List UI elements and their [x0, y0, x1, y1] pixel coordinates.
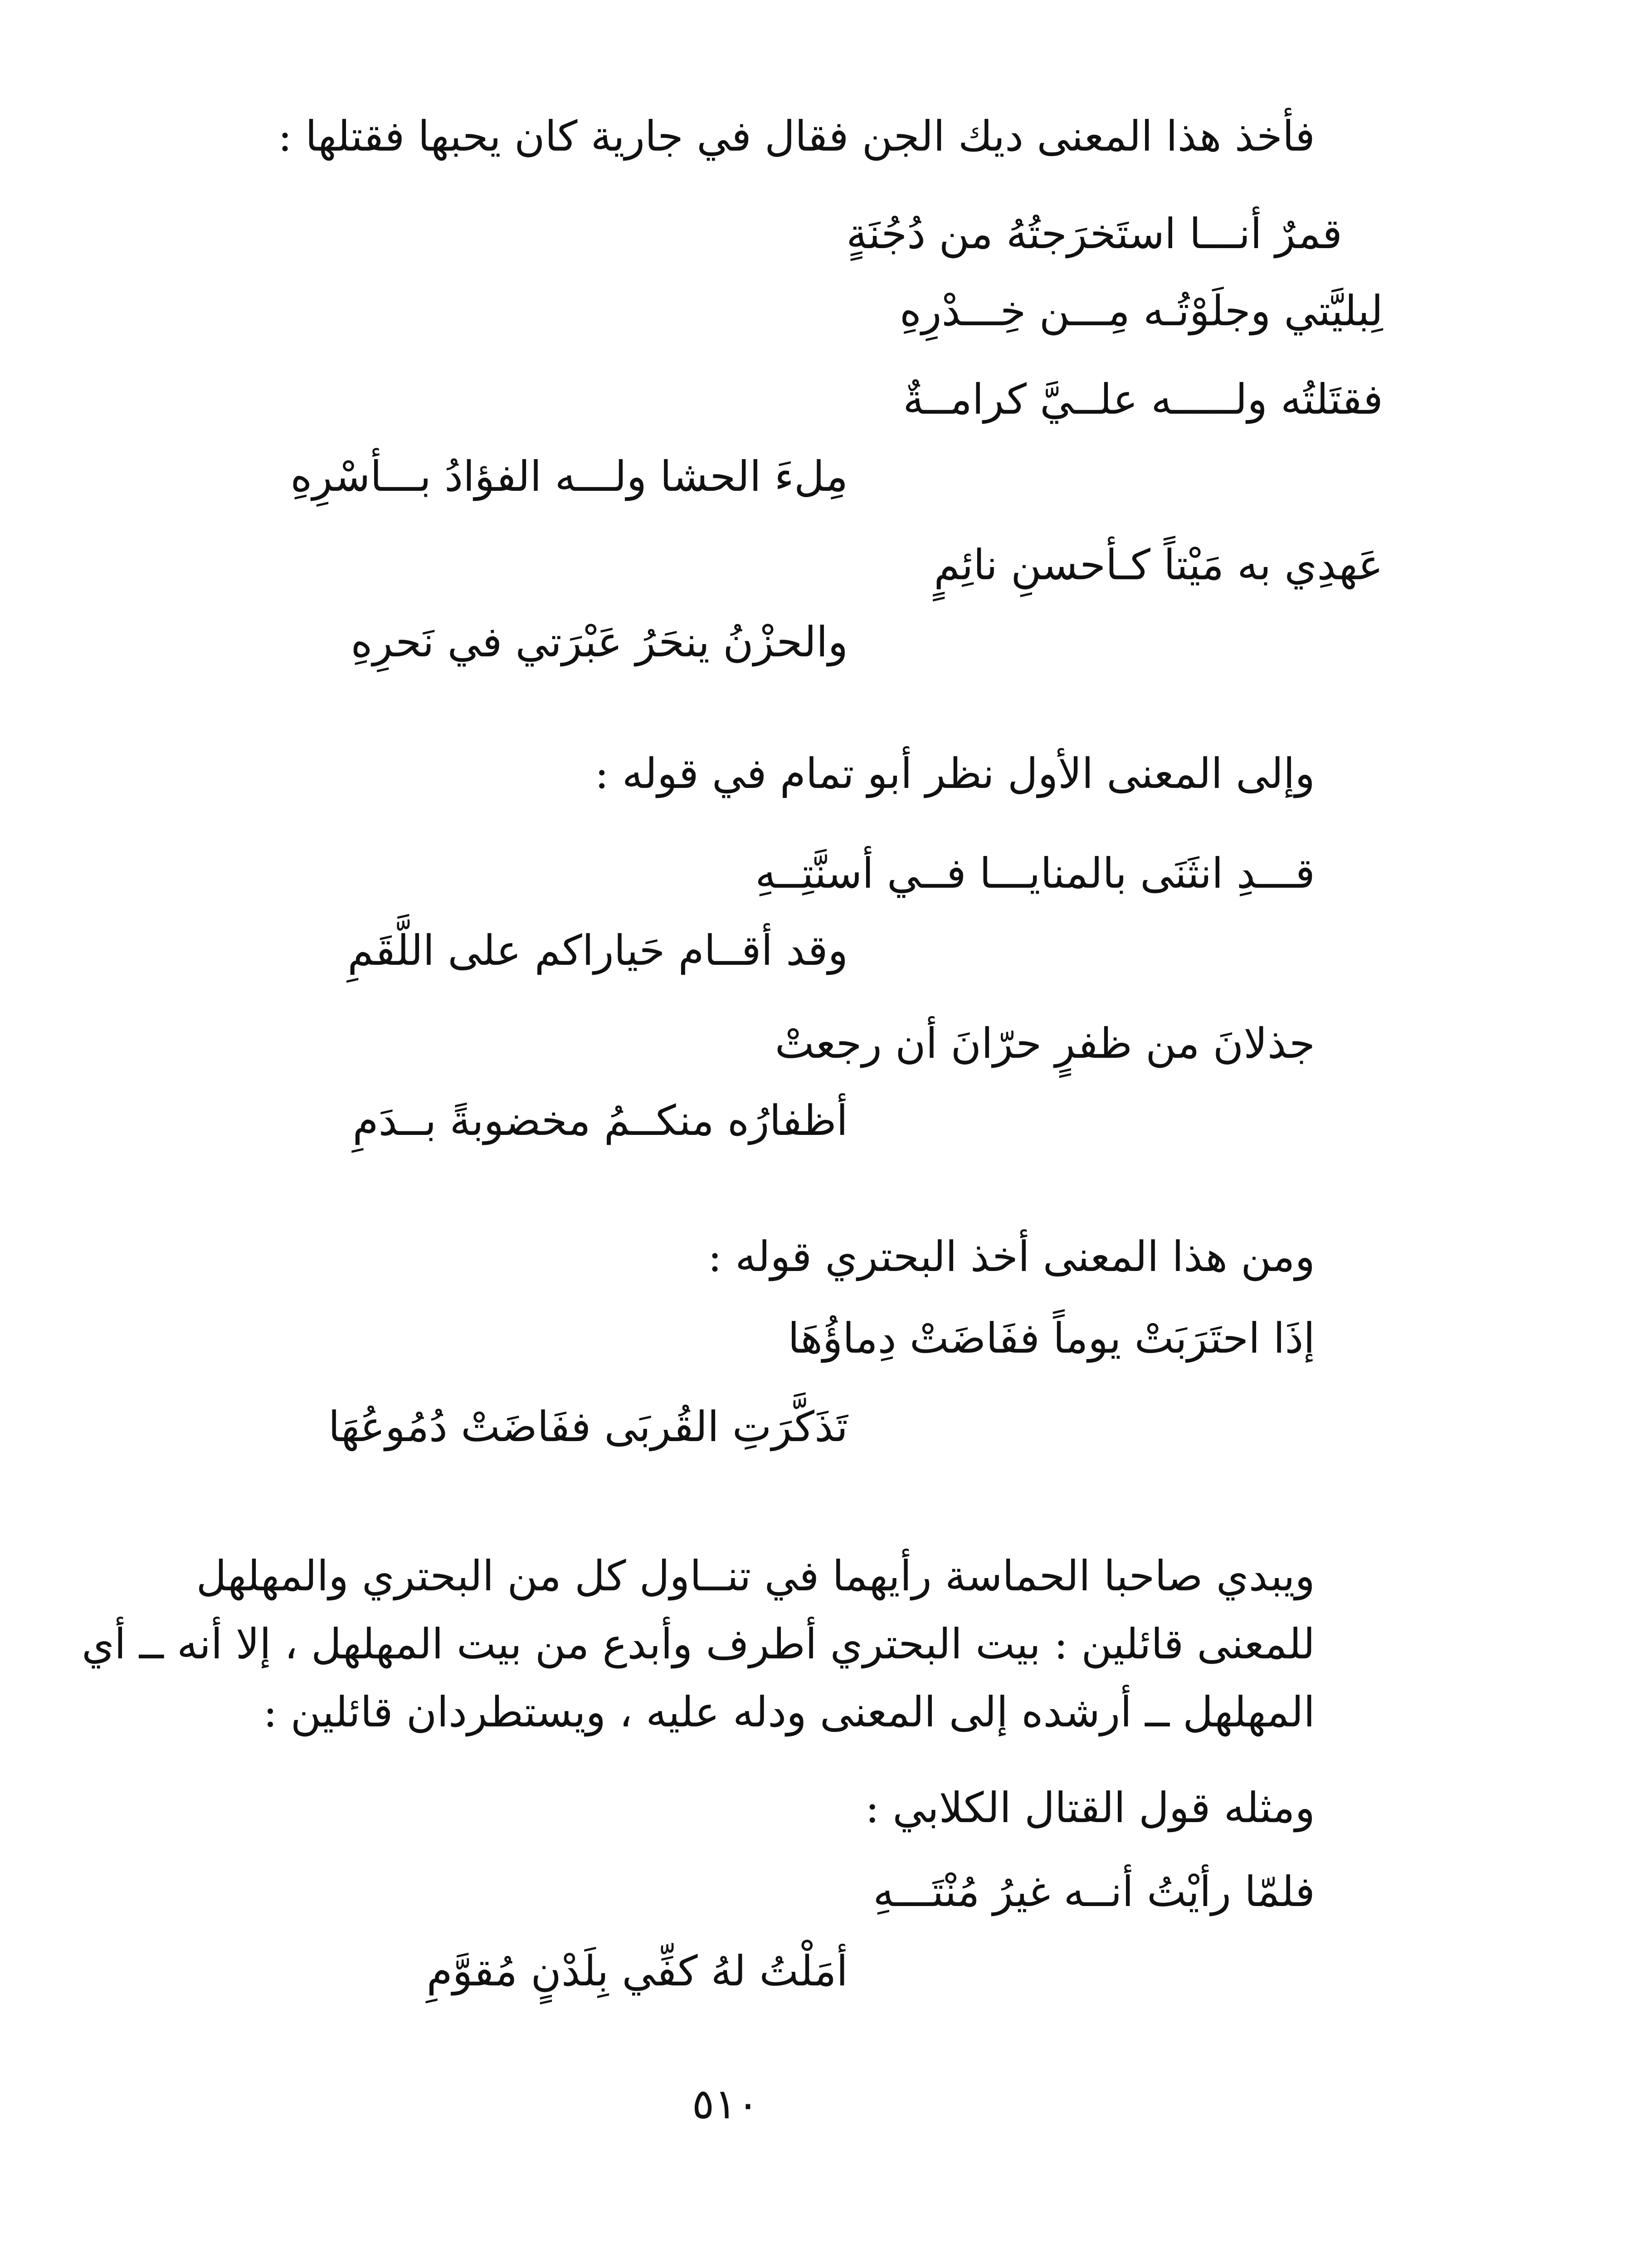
poem-4-hemistich-2: أمَلْتُ لهُ كفِّي بِلَدْنٍ مُقوَّمِ — [426, 1947, 848, 1995]
commentary-paragraph — [82, 1542, 1315, 1746]
poem-1-hemistich-6: والحزْنُ ينحَرُ عَبْرَتي في نَحرِهِ — [351, 618, 848, 666]
page-number: ٥١٠ — [692, 2080, 760, 2128]
poem-1-hemistich-1: قمرٌ أنـــا استَخرَجتُهُ من دُجُنَةٍ — [846, 210, 1342, 258]
poem-3-hemistich-1: إذَا احتَرَبَتْ يوماً ففَاضَتْ دِماؤُهَا — [788, 1314, 1315, 1363]
poem-1-hemistich-3: فقتَلتُه ولـــــه علــيَّ كرامــةٌ — [903, 375, 1383, 424]
intro-line-2: وإلى المعنى الأول نظر أبو تمام في قوله : — [594, 749, 1315, 798]
poem-1-hemistich-2: لِبليَّتي وجلَوْتُـه مِـــن خِـــدْرِهِ — [899, 287, 1383, 335]
poem-2-hemistich-3: جذلانَ من ظفرٍ حرّانَ أن رجعتْ — [775, 1019, 1315, 1068]
paragraph-line-2: للمعنى قائلين : بيت البحتري أطرف وأبدع من بيت المهلهل ، إلا أنه ــ أي — [82, 1620, 1315, 1668]
paragraph-line-3: المهلهل ــ أرشده إلى المعنى ودله عليه ، ويستطردان قائلين : — [263, 1688, 1315, 1736]
poem-3-hemistich-2: تَذَكَّرَتِ القُربَى ففَاضَتْ دُمُوعُهَا — [328, 1403, 848, 1451]
intro-line-4: ومثله قول القتال الكلابي : — [865, 1784, 1315, 1832]
poem-2-hemistich-1: قـــدِ انثَنَى بالمنايـــا فــي أسنَّتِــهِ — [755, 849, 1315, 898]
poem-2-hemistich-4: أظفارُه منكــمُ مخضوبةً بــدَمِ — [352, 1096, 848, 1145]
paragraph-line-1: ويبدي صاحبا الحماسة رأيهما في تنــاول كل من البحتري والمهلهل — [196, 1552, 1315, 1600]
intro-line-1: فأخذ هذا المعنى ديك الجن فقال في جارية كان يحبها فقتلها : — [278, 112, 1315, 161]
poem-1-hemistich-5: عَهدِي به مَيْتاً كـأحسنِ نائِمٍ — [934, 541, 1383, 589]
intro-line-3: ومن هذا المعنى أخذ البحتري قوله : — [707, 1232, 1315, 1281]
poem-4-hemistich-1: فلمّا رأيْتُ أنــه غيرُ مُنْتَـــهِ — [873, 1867, 1315, 1916]
poem-2-hemistich-2: وقد أقــام حَياراكم على اللَّقَمِ — [347, 926, 848, 975]
poem-1-hemistich-4: مِلءَ الحشا ولـــه الفؤادُ بـــأسْرِهِ — [290, 452, 848, 501]
